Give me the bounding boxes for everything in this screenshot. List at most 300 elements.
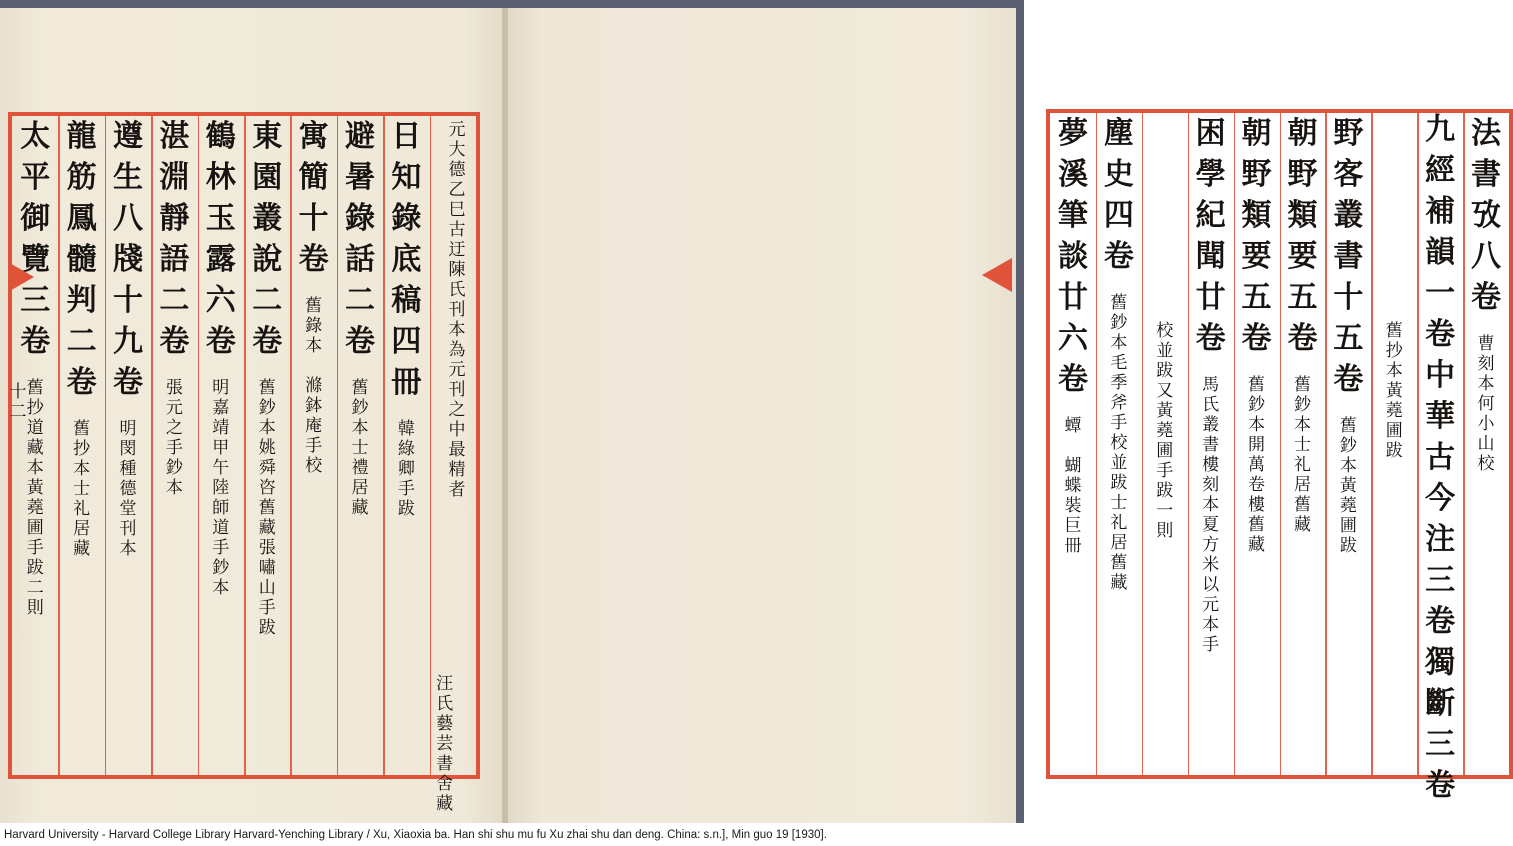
annotation-column <box>163 380 185 500</box>
note-char: 跋 <box>1156 361 1174 381</box>
heading-char: 暑 <box>345 160 375 195</box>
text-column <box>1237 116 1277 365</box>
heading-char: 十 <box>113 283 143 318</box>
heading-char: 御 <box>20 201 51 236</box>
note-char: 者 <box>448 480 466 500</box>
heading-char: 鶴 <box>205 119 236 154</box>
heading-char: 野 <box>1287 157 1318 192</box>
heading-char: 五 <box>1333 321 1364 356</box>
note-char: 手 <box>26 538 44 558</box>
heading-char: 三 <box>1425 727 1456 762</box>
heading-char: 冊 <box>391 365 422 400</box>
heading-char: 五 <box>1287 280 1318 315</box>
annotation-column <box>1108 295 1130 595</box>
note-char: 舊 <box>1248 515 1266 535</box>
heading-char: 客 <box>1333 157 1364 192</box>
note-char: 錄 <box>305 316 323 336</box>
heading-char: 補 <box>1425 194 1456 229</box>
heading-char: 四 <box>391 324 422 359</box>
heading-char: 寓 <box>298 119 329 154</box>
note-char: 跋 <box>1385 441 1403 461</box>
heading-char: 聞 <box>1195 239 1226 274</box>
annotation-column <box>1291 377 1313 537</box>
heading-char: 卷 <box>159 324 190 359</box>
heading-char: 五 <box>1241 280 1272 315</box>
column-rule <box>1417 113 1419 775</box>
heading-char: 二 <box>66 324 97 359</box>
annotation-column <box>303 298 325 478</box>
heading-char: 三 <box>20 283 51 318</box>
heading-char: 八 <box>113 201 143 236</box>
heading-char: 卷 <box>252 324 283 359</box>
note-char: 毛 <box>1110 353 1128 373</box>
note-char: 咨 <box>258 478 276 498</box>
heading-char: 生 <box>113 160 143 195</box>
heading-char: 卷 <box>1333 362 1364 397</box>
note-char: 舊 <box>258 378 276 398</box>
note-char: 手 <box>165 438 183 458</box>
note-char: 鈔 <box>351 398 369 418</box>
note-char: 抄 <box>1385 341 1403 361</box>
note-char: 古 <box>448 220 466 240</box>
image-caption: Harvard University - Harvard College Library Harvard-Yenching Library / Xu, Xiaoxia ba. Han shi shu mu fu Xu zhai shu dan deng. China: s.n.], Min guo 19 [1930]. <box>4 829 827 841</box>
note-char: 嘯 <box>258 558 276 578</box>
heading-char: 靜 <box>159 201 190 236</box>
heading-char: 廿 <box>1057 280 1088 315</box>
heading-char: 避 <box>345 119 375 154</box>
note-char: 居 <box>73 519 91 539</box>
heading-char: 夢 <box>1057 116 1088 151</box>
note-char: 則 <box>26 598 44 618</box>
heading-char: 語 <box>159 242 190 277</box>
note-char: 本 <box>448 320 466 340</box>
heading-char: 鳳 <box>66 201 97 236</box>
note-char: 舊 <box>1293 375 1311 395</box>
heading-char: 卷 <box>205 324 236 359</box>
note-char: 舊 <box>258 498 276 518</box>
column-rule <box>198 116 200 775</box>
text-column <box>1420 112 1460 812</box>
annotation-column <box>71 421 93 561</box>
note-char: 韓 <box>397 419 415 439</box>
note-char: 礼 <box>73 499 91 519</box>
note-char: 圃 <box>1339 516 1357 536</box>
heading-char: 二 <box>252 283 283 318</box>
note-char: 舊 <box>1339 416 1357 436</box>
note-char: 曹 <box>1477 334 1495 354</box>
note-char: 校 <box>305 456 323 476</box>
note-char: 手 <box>212 538 230 558</box>
note-char: 巳 <box>448 200 466 220</box>
heading-char: 卷 <box>1471 280 1502 315</box>
note-char: 嘉 <box>212 398 230 418</box>
heading-char: 華 <box>1425 399 1456 434</box>
note-char: 手 <box>258 598 276 618</box>
text-column <box>247 119 287 368</box>
note-char: 蟫 <box>1064 416 1082 436</box>
note-char: 蝴 <box>1064 456 1082 476</box>
note-char: 圃 <box>26 518 44 538</box>
heading-char: 朝 <box>1241 116 1272 151</box>
text-column <box>1328 116 1368 406</box>
column-rule <box>383 116 385 775</box>
note-char: 元 <box>1202 595 1220 615</box>
note-char: 藏 <box>351 498 369 518</box>
note-char: 藏 <box>26 438 44 458</box>
heading-char: 卷 <box>1241 321 1272 356</box>
heading-char: 錄 <box>391 201 422 236</box>
note-char: 舜 <box>258 458 276 478</box>
note-char: 元 <box>165 398 183 418</box>
note-char: 居 <box>1293 475 1311 495</box>
note-char: 明 <box>212 378 230 398</box>
note-char: 本 <box>212 578 230 598</box>
note-char: 種 <box>119 459 137 479</box>
note-char: 樓 <box>1248 495 1266 515</box>
note-char: 藏 <box>258 518 276 538</box>
note-char: 蕘 <box>1339 496 1357 516</box>
note-char: 黃 <box>1339 476 1357 496</box>
note-char: 米 <box>1202 555 1220 575</box>
heading-char: 困 <box>1195 116 1226 151</box>
note-char: 士 <box>351 438 369 458</box>
note-char: 刊 <box>119 519 137 539</box>
note-char: 禮 <box>351 458 369 478</box>
heading-char: 筆 <box>1057 198 1088 233</box>
heading-char: 卷 <box>1425 317 1456 352</box>
note-char: 師 <box>212 498 230 518</box>
heading-char: 九 <box>113 324 143 359</box>
heading-char: 要 <box>1287 239 1318 274</box>
note-char: 手 <box>1156 461 1174 481</box>
note-char: 之 <box>165 418 183 438</box>
heading-char: 獨 <box>1425 645 1456 680</box>
note-char: 夏 <box>1202 515 1220 535</box>
text-column <box>15 119 55 368</box>
note-char: 本 <box>1339 456 1357 476</box>
text-column <box>108 119 148 409</box>
note-char: 藏 <box>1248 535 1266 555</box>
annotation-column <box>117 421 139 561</box>
heading-char: 中 <box>1425 358 1456 393</box>
column-rule <box>58 116 60 775</box>
text-column <box>446 122 468 502</box>
note-char: 士 <box>1293 435 1311 455</box>
note-char: 手 <box>1202 635 1220 655</box>
note-char: 居 <box>351 478 369 498</box>
note-char: 鈔 <box>165 458 183 478</box>
annotation-column <box>1062 418 1084 558</box>
heading-char: 龍 <box>66 119 97 154</box>
note-char: 手 <box>305 436 323 456</box>
note-char: 堂 <box>119 499 137 519</box>
note-char: 本 <box>1202 495 1220 515</box>
note-char: 鈔 <box>258 398 276 418</box>
note-char: 何 <box>1477 394 1495 414</box>
note-char: 陳 <box>448 260 466 280</box>
note-char: 小 <box>1477 414 1495 434</box>
heading-char: 說 <box>252 242 283 277</box>
note-char: 本 <box>1477 374 1495 394</box>
note-char: 庵 <box>305 416 323 436</box>
note-char: 元 <box>448 120 466 140</box>
note-char: 叢 <box>1202 415 1220 435</box>
heading-char: 攷 <box>1471 198 1502 233</box>
note-char: 山 <box>258 578 276 598</box>
note-char: 居 <box>1110 533 1128 553</box>
column-rule <box>1371 113 1373 775</box>
text-column <box>1466 116 1506 324</box>
note-char: 鈔 <box>212 558 230 578</box>
heading-char: 六 <box>205 283 236 318</box>
heading-char: 林 <box>205 160 236 195</box>
heading-char: 史 <box>1103 157 1134 192</box>
heading-char: 覽 <box>20 242 51 277</box>
note-char: 舊 <box>305 296 323 316</box>
note-char: 刊 <box>448 300 466 320</box>
column-rule <box>1234 113 1236 775</box>
annotation-column <box>210 380 232 600</box>
note-char: 張 <box>258 538 276 558</box>
column-rule <box>1325 113 1327 775</box>
note-char: 校 <box>1110 433 1128 453</box>
note-char: 本 <box>165 478 183 498</box>
left-page-border <box>8 112 480 814</box>
note-char: 鈔 <box>1339 436 1357 456</box>
note-char: 黃 <box>26 478 44 498</box>
heading-char: 經 <box>1425 153 1456 188</box>
heading-char: 斷 <box>1425 686 1456 721</box>
note-char: 馬 <box>1202 375 1220 395</box>
annotation-column <box>1154 323 1176 543</box>
heading-char: 卷 <box>113 365 143 400</box>
note-char: 跋 <box>26 558 44 578</box>
annotation-column <box>256 380 278 640</box>
text-column <box>386 119 426 409</box>
heading-char: 卷 <box>1103 239 1134 274</box>
note-char: 冊 <box>1064 536 1082 556</box>
heading-char: 學 <box>1195 157 1226 192</box>
annotation-column <box>1475 336 1497 476</box>
note-char: 山 <box>1477 434 1495 454</box>
heading-char: 髓 <box>66 242 97 277</box>
text-column <box>1282 116 1322 365</box>
heading-char: 二 <box>345 283 375 318</box>
note-char: 抄 <box>26 398 44 418</box>
heading-char: 要 <box>1241 239 1272 274</box>
annotation-column <box>1246 377 1268 557</box>
note-char: 氏 <box>436 694 454 714</box>
note-char: 士 <box>73 479 91 499</box>
note-char: 蕘 <box>1156 421 1174 441</box>
column-rule <box>244 116 246 775</box>
text-column <box>201 119 241 368</box>
heading-char: 話 <box>345 242 375 277</box>
note-char: 甲 <box>212 438 230 458</box>
note-char: 道 <box>26 418 44 438</box>
annotation-column <box>349 380 371 520</box>
note-char: 本 <box>73 459 91 479</box>
heading-char: 卷 <box>298 242 329 277</box>
note-char: 午 <box>212 458 230 478</box>
note-char: 刻 <box>1477 354 1495 374</box>
note-char: 明 <box>119 419 137 439</box>
heading-char: 法 <box>1471 116 1502 151</box>
heading-char: 日 <box>391 119 422 154</box>
note-char: 跋 <box>1339 536 1357 556</box>
note-char: 芸 <box>436 734 454 754</box>
note-char: 二 <box>26 578 44 598</box>
heading-char: 遵 <box>113 119 143 154</box>
note-char: 之 <box>448 400 466 420</box>
note-char: 跋 <box>1156 481 1174 501</box>
column-rule <box>1463 113 1465 775</box>
note-char: 本 <box>119 539 137 559</box>
note-char: 舊 <box>351 378 369 398</box>
note-char: 滌 <box>305 376 323 396</box>
heading-char: 溪 <box>1057 157 1088 192</box>
note-char: 舊 <box>1248 375 1266 395</box>
column-rule <box>151 116 153 775</box>
column-rule <box>1188 113 1190 775</box>
heading-char: 園 <box>252 160 283 195</box>
note-char: 巨 <box>1064 516 1082 536</box>
note-char: 本 <box>1248 415 1266 435</box>
note-char: 綠 <box>397 439 415 459</box>
heading-char: 淵 <box>159 160 190 195</box>
heading-char: 卷 <box>1057 362 1088 397</box>
note-char: 並 <box>1156 341 1174 361</box>
heading-char: 書 <box>1333 239 1364 274</box>
heading-char: 四 <box>1103 198 1134 233</box>
note-char: 德 <box>119 479 137 499</box>
annotation-column <box>1200 377 1222 657</box>
heading-char: 卷 <box>1425 604 1456 639</box>
heading-char: 判 <box>66 283 97 318</box>
note-char: 斧 <box>1110 393 1128 413</box>
note-char: 舊 <box>1110 553 1128 573</box>
note-char: 圃 <box>1385 421 1403 441</box>
note-char: 蕘 <box>1385 401 1403 421</box>
note-char: 舊 <box>26 378 44 398</box>
note-char: 藝 <box>436 714 454 734</box>
note-char: 本 <box>26 458 44 478</box>
note-char: 道 <box>212 518 230 538</box>
heading-char: 露 <box>205 242 236 277</box>
note-char: 迂 <box>448 240 466 260</box>
heading-char: 廿 <box>1195 280 1226 315</box>
note-char: 校 <box>1477 454 1495 474</box>
heading-char: 卷 <box>1425 768 1456 803</box>
note-char: 舊 <box>1293 495 1311 515</box>
note-char: 刊 <box>448 380 466 400</box>
heading-char: 朝 <box>1287 116 1318 151</box>
heading-char: 平 <box>20 160 51 195</box>
note-char: 手 <box>397 479 415 499</box>
note-char: 本 <box>305 336 323 356</box>
annotation-column <box>395 421 417 521</box>
note-char: 德 <box>448 160 466 180</box>
note-char: 舊 <box>1110 293 1128 313</box>
left-page <box>0 8 502 823</box>
text-column <box>1099 116 1139 283</box>
heading-char: 十 <box>1333 280 1364 315</box>
note-char: 元 <box>448 360 466 380</box>
column-rule <box>337 116 339 775</box>
note-char: 卿 <box>397 459 415 479</box>
heading-char: 二 <box>159 283 190 318</box>
heading-char: 叢 <box>252 201 283 236</box>
note-char: 蝶 <box>1064 476 1082 496</box>
right-page-border <box>1046 109 1513 803</box>
note-char: 藏 <box>73 539 91 559</box>
note-char: 書 <box>436 754 454 774</box>
heading-char: 知 <box>391 160 422 195</box>
note-char: 並 <box>1110 453 1128 473</box>
note-char: 圃 <box>1156 441 1174 461</box>
note-char: 手 <box>1110 413 1128 433</box>
heading-char: 卷 <box>20 324 51 359</box>
annotation-column <box>1383 323 1405 463</box>
note-char: 為 <box>448 340 466 360</box>
heading-char: 十 <box>298 201 329 236</box>
heading-char: 紀 <box>1195 198 1226 233</box>
note-char: 方 <box>1202 535 1220 555</box>
note-char: 跋 <box>258 618 276 638</box>
note-char: 大 <box>448 140 466 160</box>
note-char: 乙 <box>448 180 466 200</box>
text-column <box>1053 116 1093 406</box>
heading-char: 野 <box>1241 157 1272 192</box>
note-char: 黃 <box>1385 381 1403 401</box>
note-char: 刻 <box>1202 475 1220 495</box>
heading-char: 底 <box>391 242 422 277</box>
heading-char: 今 <box>1425 481 1456 516</box>
note-char: 本 <box>1110 333 1128 353</box>
note-char: 氏 <box>1202 395 1220 415</box>
column-rule <box>1096 113 1098 775</box>
heading-char: 八 <box>1471 239 1502 274</box>
note-char: 黃 <box>1156 401 1174 421</box>
note-char: 校 <box>1156 321 1174 341</box>
column-rule <box>290 116 292 775</box>
note-char: 又 <box>1156 381 1174 401</box>
heading-char: 三 <box>1425 563 1456 598</box>
collector-note <box>434 676 456 816</box>
column-rule <box>1142 113 1144 775</box>
note-char: 汪 <box>436 674 454 694</box>
note-char: 舊 <box>73 419 91 439</box>
heading-char: 叢 <box>1333 198 1364 233</box>
note-char: 本 <box>1202 615 1220 635</box>
annotation-column <box>1337 418 1359 558</box>
note-char: 二 <box>9 402 27 422</box>
heading-char: 類 <box>1241 198 1272 233</box>
note-char: 氏 <box>448 280 466 300</box>
heading-char: 東 <box>252 119 283 154</box>
heading-char: 書 <box>1471 157 1502 192</box>
note-char: 萬 <box>1248 455 1266 475</box>
heading-char: 卷 <box>1287 321 1318 356</box>
note-char: 跋 <box>397 499 415 519</box>
heading-char: 稿 <box>391 283 422 318</box>
note-char: 開 <box>1248 435 1266 455</box>
text-column <box>340 119 380 368</box>
note-char: 舊 <box>1385 321 1403 341</box>
note-char: 十 <box>9 382 27 402</box>
note-char: 鈔 <box>1248 395 1266 415</box>
heading-char: 卷 <box>66 365 97 400</box>
